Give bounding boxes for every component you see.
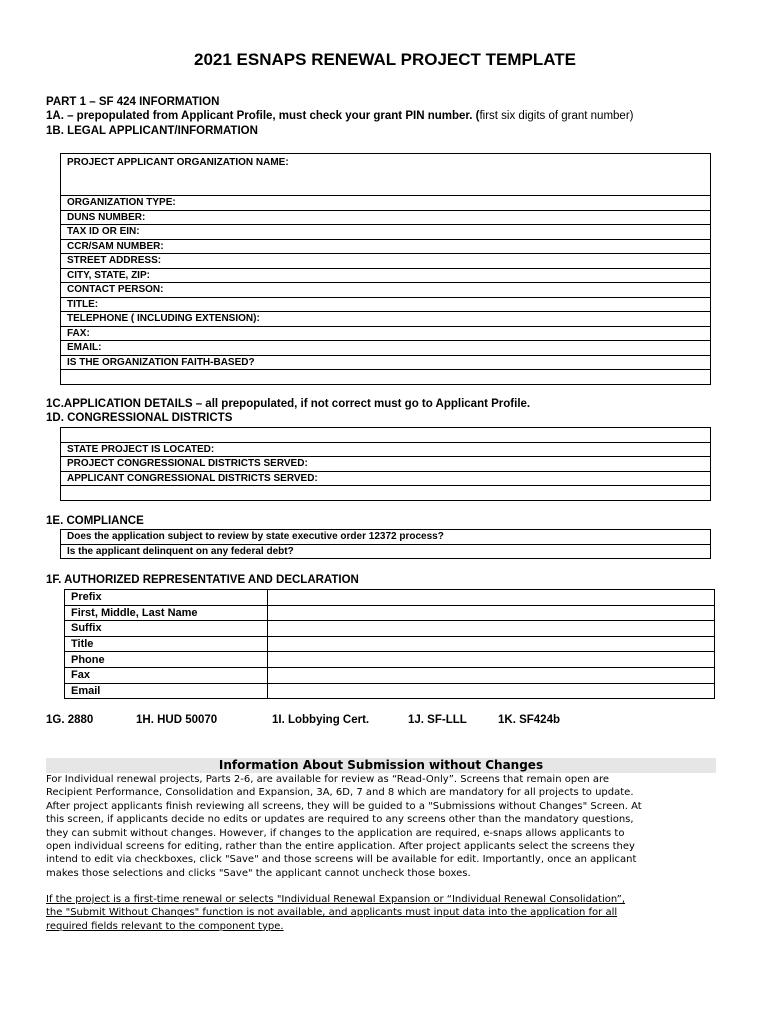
- duns-number-field[interactable]: DUNS NUMBER:: [61, 210, 711, 225]
- info-line: intend to edit via checkboxes, click "Save" and those screens will be available for edit. Importantly, once an applicant: [46, 854, 637, 866]
- note-line: If the project is a first-time renewal or selects "Individual Renewal Expansion or “Individual Renewal Consolidation”,: [46, 894, 626, 905]
- page-title: 2021 ESNAPS RENEWAL PROJECT TEMPLATE: [194, 50, 576, 69]
- federal-debt-question[interactable]: Is the applicant delinquent on any federal debt?: [61, 544, 711, 559]
- tax-id-field[interactable]: TAX ID OR EIN:: [61, 225, 711, 240]
- contact-person-field[interactable]: CONTACT PERSON:: [61, 283, 711, 298]
- info-line: makes those selections and clicks "Save" the applicant cannot uncheck those boxes.: [46, 867, 471, 879]
- executive-order-question[interactable]: Does the application subject to review by state executive order 12372 process?: [61, 530, 711, 545]
- form-1i: 1I. Lobbying Cert.: [272, 714, 370, 726]
- rep-title-input[interactable]: [268, 636, 715, 652]
- phone-label: Phone: [65, 652, 268, 668]
- note-line: required fields relevant to the component type.: [46, 920, 284, 932]
- section-1d: 1D. CONGRESSIONAL DISTRICTS: [46, 412, 233, 424]
- info-section-title: Information About Submission without Changes: [46, 758, 716, 773]
- org-name-field[interactable]: PROJECT APPLICANT ORGANIZATION NAME:: [61, 154, 711, 196]
- ccr-sam-field[interactable]: CCR/SAM NUMBER:: [61, 239, 711, 254]
- prefix-label: Prefix: [65, 590, 268, 606]
- email-field[interactable]: EMAIL:: [61, 341, 711, 356]
- fax-field[interactable]: FAX:: [61, 326, 711, 341]
- empty-row[interactable]: [61, 486, 711, 501]
- section-1f: 1F. AUTHORIZED REPRESENTATIVE AND DECLARATION: [46, 574, 359, 586]
- section-1e: 1E. COMPLIANCE: [46, 515, 144, 527]
- faith-based-field[interactable]: IS THE ORGANIZATION FAITH-BASED?: [61, 355, 711, 370]
- form-1j: 1J. SF-LLL: [408, 714, 467, 726]
- note-line: the "Submit Without Changes" function is not available, and applicants must input data into the application for all: [46, 907, 618, 919]
- rep-email-input[interactable]: [268, 683, 715, 699]
- info-line: After project applicants finish reviewing all screens, they will be guided to a "Submissions without Changes" Screen. At: [46, 800, 642, 812]
- form-1h: 1H. HUD 50070: [136, 714, 218, 726]
- project-districts-field[interactable]: PROJECT CONGRESSIONAL DISTRICTS SERVED:: [61, 457, 711, 472]
- form-1k: 1K. SF424b: [498, 714, 560, 726]
- districts-table: [60, 427, 711, 501]
- part1-heading: PART 1 – SF 424 INFORMATION: [46, 96, 220, 108]
- section-1b: 1B. LEGAL APPLICANT/INFORMATION: [46, 125, 258, 137]
- rep-fax-label: Fax: [65, 667, 268, 683]
- info-line: they can submit without changes. However, if changes to the application are required, e-snaps allows applicants to: [46, 827, 625, 839]
- suffix-label: Suffix: [65, 621, 268, 637]
- telephone-field[interactable]: TELEPHONE ( INCLUDING EXTENSION):: [61, 312, 711, 327]
- empty-row[interactable]: [61, 428, 711, 443]
- info-line: open individual screens for editing, rather than the entire application. After project applicants select the screens they: [46, 841, 635, 853]
- info-line: Recipient Performance, Consolidation and Expansion, 3A, 6D, 7 and 8 which are mandatory for all projects to update.: [46, 787, 634, 799]
- rep-fax-input[interactable]: [268, 667, 715, 683]
- city-state-zip-field[interactable]: CITY, STATE, ZIP:: [61, 268, 711, 283]
- section-1a-note: first six digits of grant number): [479, 110, 634, 122]
- info-paragraph: [46, 773, 726, 880]
- section-1a: [46, 110, 633, 122]
- section-1a-bold: 1A. – prepopulated from Applicant Profile, must check your grant PIN number. (: [46, 110, 480, 122]
- form-1g: 1G. 2880: [46, 714, 94, 726]
- title-field[interactable]: TITLE:: [61, 297, 711, 312]
- prefix-input[interactable]: [268, 590, 715, 606]
- section-1c: 1C.APPLICATION DETAILS – all prepopulated, if not correct must go to Applicant Profile.: [46, 398, 531, 410]
- street-address-field[interactable]: STREET ADDRESS:: [61, 254, 711, 269]
- compliance-table: [60, 529, 711, 559]
- full-name-input[interactable]: [268, 605, 715, 621]
- suffix-input[interactable]: [268, 621, 715, 637]
- empty-row[interactable]: [61, 370, 711, 385]
- rep-email-label: Email: [65, 683, 268, 699]
- info-line: For Individual renewal projects, Parts 2-6, are available for review as “Read-Only”. Screens that remain open are: [46, 774, 610, 785]
- rep-title-label: Title: [65, 636, 268, 652]
- info-note: [46, 893, 726, 933]
- org-type-field[interactable]: ORGANIZATION TYPE:: [61, 196, 711, 211]
- state-located-field[interactable]: STATE PROJECT IS LOCATED:: [61, 442, 711, 457]
- applicant-info-table: [60, 153, 711, 385]
- full-name-label: First, Middle, Last Name: [65, 605, 268, 621]
- info-line: this screen, if applicants decide no edits or updates are required to any screens other than the mandatory questions,: [46, 814, 634, 826]
- applicant-districts-field[interactable]: APPLICANT CONGRESSIONAL DISTRICTS SERVED:: [61, 471, 711, 486]
- representative-table: [64, 589, 715, 699]
- phone-input[interactable]: [268, 652, 715, 668]
